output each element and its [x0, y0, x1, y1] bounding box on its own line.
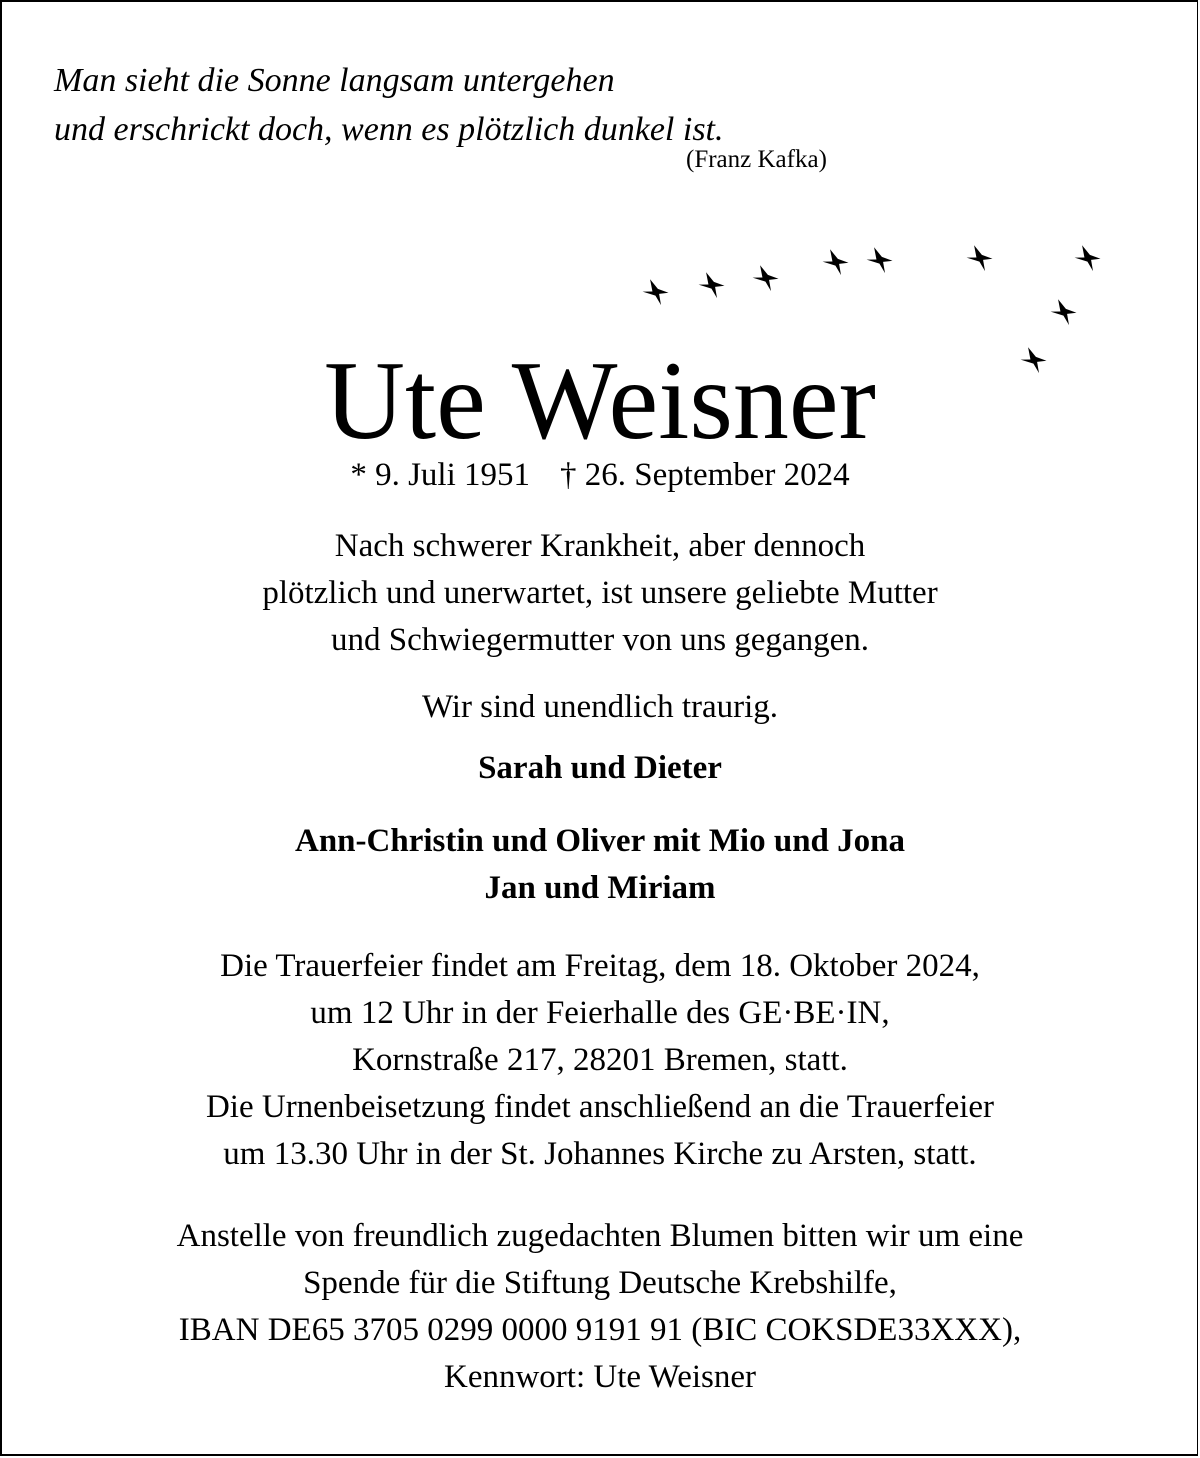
- quote-line-1: Man sieht die Sonne langsam untergehen: [54, 62, 615, 99]
- service-line-5: um 13.30 Uhr in der St. Johannes Kirche zu Arsten, statt.: [223, 1136, 977, 1172]
- service-line-2: um 12 Uhr in der Feierhalle des GE·BE·IN,: [310, 995, 890, 1031]
- deceased-name: Ute Weisner: [324, 339, 876, 463]
- family-list: [0, 818, 1200, 912]
- birth-date: * 9. Juli 1951: [350, 457, 531, 493]
- family-line-2: Jan und Miriam: [484, 870, 716, 906]
- service-line-1: Die Trauerfeier findet am Freitag, dem 18. Oktober 2024,: [220, 948, 980, 984]
- donation-line-2: Spende für die Stiftung Deutsche Krebshilfe,: [303, 1265, 897, 1301]
- family-line-1: Ann-Christin und Oliver mit Mio und Jona: [294, 823, 906, 859]
- donation-line-4: Kennwort: Ute Weisner: [444, 1359, 756, 1395]
- quote-attribution: (Franz Kafka): [686, 146, 827, 173]
- service-line-3: Kornstraße 217, 28201 Bremen, statt.: [352, 1042, 848, 1078]
- death-date: † 26. September 2024: [560, 457, 850, 493]
- life-dates: [0, 453, 1200, 497]
- family-first: Sarah und Dieter: [478, 750, 722, 786]
- donation-info: [0, 1213, 1200, 1401]
- message-line-3: und Schwiegermutter von uns gegangen.: [331, 622, 869, 658]
- quote-line-2: und erschrickt doch, wenn es plötzlich dunkel ist.: [54, 111, 724, 148]
- message-line-1: Nach schwerer Krankheit, aber dennoch: [334, 528, 866, 564]
- message-line-2: plötzlich und unerwartet, ist unsere geliebte Mutter: [262, 575, 938, 611]
- closing-line: Wir sind unendlich traurig.: [421, 689, 779, 725]
- obituary-message: [0, 523, 1200, 664]
- service-info: [0, 943, 1200, 1178]
- kafka-quote: [54, 56, 724, 154]
- service-line-4: Die Urnenbeisetzung findet anschließend an die Trauerfeier: [205, 1089, 995, 1125]
- donation-line-3: IBAN DE65 3705 0299 0000 9191 91 (BIC COKSDE33XXX),: [178, 1312, 1022, 1348]
- donation-line-1: Anstelle von freundlich zugedachten Blumen bitten wir um eine: [176, 1218, 1024, 1254]
